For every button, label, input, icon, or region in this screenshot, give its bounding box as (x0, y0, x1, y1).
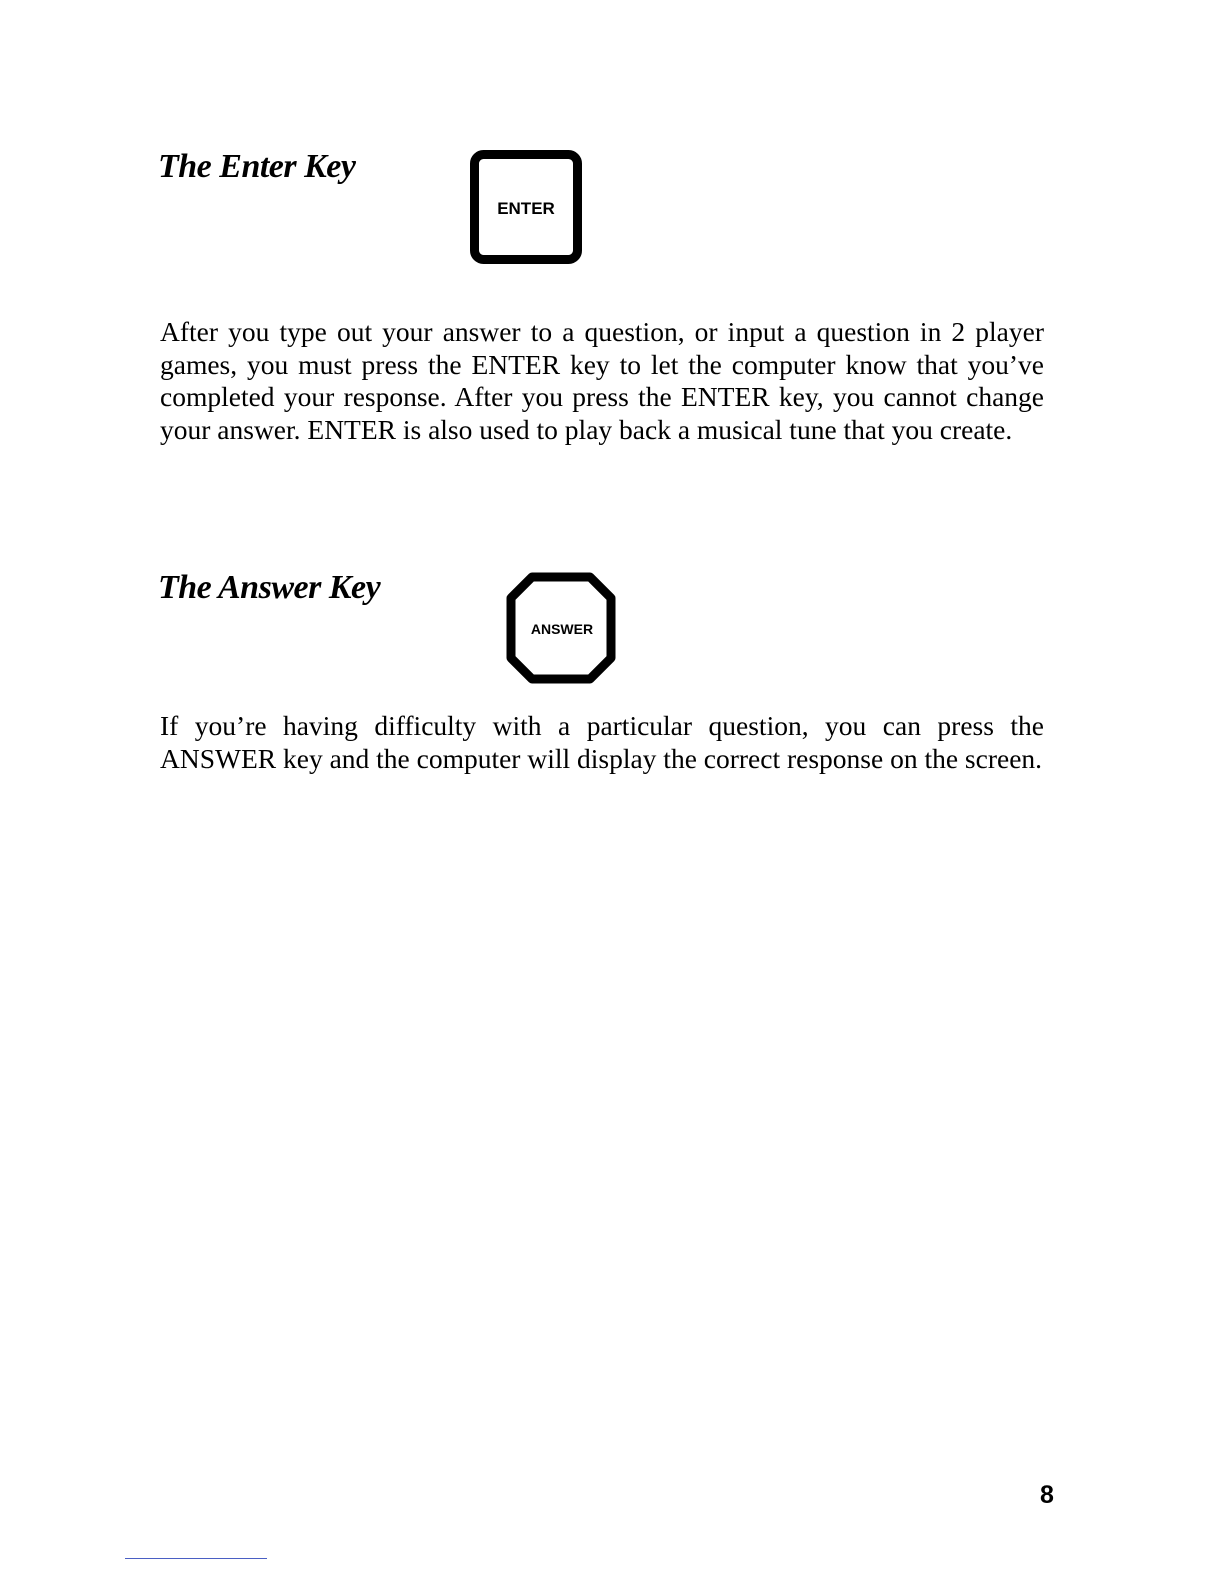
enter-key-heading: The Enter Key (158, 148, 356, 185)
footer-rule (125, 1558, 267, 1559)
enter-key-icon (470, 150, 582, 264)
answer-key-description: If you’re having difficulty with a particular question, you can press the ANSWER key and the computer will display the correct response on the screen. (160, 710, 1044, 774)
answer-key-heading: The Answer Key (158, 569, 381, 606)
answer-key-label: ANSWER (530, 621, 594, 637)
answer-key-icon (506, 572, 616, 684)
page-number: 8 (1040, 1481, 1054, 1509)
enter-key-label: ENTER (497, 199, 555, 218)
enter-key-description: After you type out your answer to a question, or input a question in 2 player games, you must press the ENTER key to let the computer know that you’ve completed your response. After you press the ENTER key, you cannot change your answer. ENTER is also used to play back a musical tune that you create. (160, 316, 1044, 445)
